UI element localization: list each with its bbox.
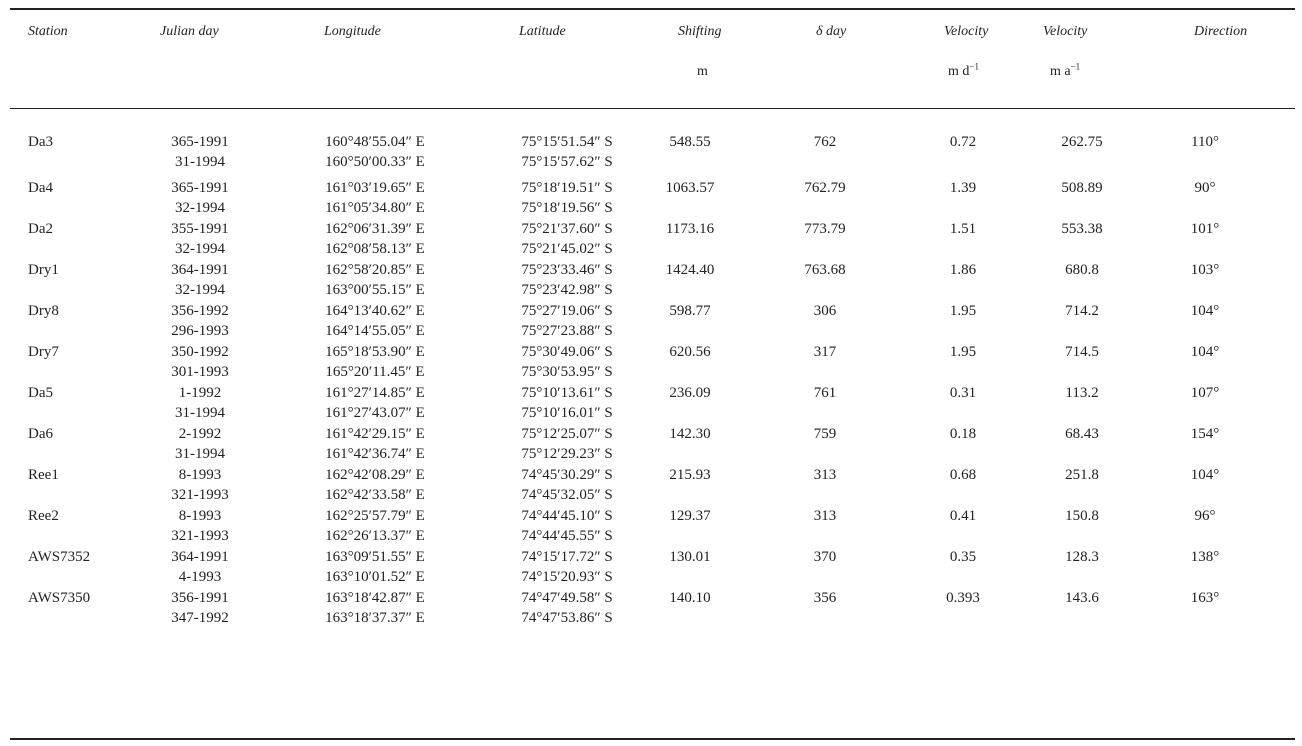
cell-shifting: 236.09 [669, 385, 711, 401]
cell-julian-day: 31-1994 [175, 446, 225, 462]
table-bottom-rule [10, 738, 1295, 740]
cell-latitude: 74°47′53.86″ S [521, 610, 613, 626]
cell-latitude: 74°47′49.58″ S [521, 590, 613, 606]
cell-julian-day: 8-1993 [178, 508, 222, 524]
header-station: Station [28, 24, 68, 39]
cell-delta-day: 759 [813, 426, 837, 442]
cell-longitude: 160°48′55.04″ E [325, 134, 425, 150]
cell-longitude: 162°25′57.79″ E [325, 508, 425, 524]
cell-shifting: 598.77 [669, 303, 711, 319]
cell-longitude: 165°20′11.45″ E [325, 364, 425, 380]
cell-direction: 104° [1190, 344, 1220, 360]
cell-shifting: 215.93 [669, 467, 711, 483]
cell-delta-day: 306 [813, 303, 837, 319]
cell-shifting: 1063.57 [665, 180, 715, 196]
cell-station: Da2 [28, 221, 53, 237]
cell-station: AWS7350 [28, 590, 91, 606]
header-rule [10, 108, 1295, 109]
cell-velocity-annual: 553.38 [1061, 221, 1103, 237]
cell-delta-day: 773.79 [804, 221, 846, 237]
cell-julian-day: 347-1992 [171, 610, 229, 626]
header-julian-day: Julian day [160, 24, 219, 39]
header-longitude: Longitude [324, 24, 381, 39]
cell-latitude: 75°18′19.56″ S [521, 200, 613, 216]
cell-latitude: 75°23′33.46″ S [521, 262, 613, 278]
cell-longitude: 164°13′40.62″ E [325, 303, 425, 319]
cell-latitude: 75°27′19.06″ S [521, 303, 613, 319]
cell-delta-day: 762.79 [804, 180, 846, 196]
table-top-rule [10, 8, 1295, 10]
cell-longitude: 162°06′31.39″ E [325, 221, 425, 237]
cell-delta-day: 313 [813, 508, 837, 524]
header-velocity-annual: Velocity [1043, 24, 1088, 39]
cell-longitude: 163°09′51.55″ E [325, 549, 425, 565]
cell-delta-day: 762 [813, 134, 837, 150]
cell-julian-day: 350-1992 [171, 344, 229, 360]
cell-latitude: 75°30′49.06″ S [521, 344, 613, 360]
unit-velocity-daily: m $d^{-1}$ [948, 61, 979, 79]
cell-velocity-annual: 150.8 [1065, 508, 1099, 524]
cell-longitude: 160°50′00.33″ E [325, 154, 425, 170]
cell-julian-day: 32-1994 [175, 200, 225, 216]
cell-direction: 90° [1194, 180, 1216, 196]
cell-velocity-daily: 0.35 [949, 549, 977, 565]
cell-longitude: 162°08′58.13″ E [325, 241, 425, 257]
cell-shifting: 129.37 [669, 508, 711, 524]
cell-longitude: 162°26′13.37″ E [325, 528, 425, 544]
header-latitude: Latitude [519, 24, 566, 39]
cell-shifting: 142.30 [669, 426, 711, 442]
cell-velocity-daily: 1.95 [949, 344, 977, 360]
cell-latitude: 75°21′45.02″ S [521, 241, 613, 257]
cell-julian-day: 301-1993 [171, 364, 229, 380]
cell-latitude: 75°21′37.60″ S [521, 221, 613, 237]
cell-latitude: 74°44′45.55″ S [521, 528, 613, 544]
cell-velocity-daily: 0.68 [949, 467, 977, 483]
cell-station: Da5 [28, 385, 53, 401]
cell-longitude: 161°05′34.80″ E [325, 200, 425, 216]
cell-station: Da4 [28, 180, 53, 196]
unit-shifting: m [697, 64, 708, 79]
cell-delta-day: 317 [813, 344, 837, 360]
cell-latitude: 74°45′32.05″ S [521, 487, 613, 503]
cell-longitude: 163°18′42.87″ E [325, 590, 425, 606]
cell-direction: 96° [1194, 508, 1216, 524]
header-velocity-daily: Velocity [944, 24, 989, 39]
cell-longitude: 165°18′53.90″ E [325, 344, 425, 360]
cell-longitude: 164°14′55.05″ E [325, 323, 425, 339]
cell-latitude: 75°15′57.62″ S [521, 154, 613, 170]
cell-delta-day: 356 [813, 590, 837, 606]
cell-velocity-daily: 0.31 [949, 385, 977, 401]
cell-julian-day: 364-1991 [171, 262, 229, 278]
cell-julian-day: 31-1994 [175, 405, 225, 421]
cell-velocity-daily: 1.39 [949, 180, 977, 196]
cell-velocity-annual: 143.6 [1065, 590, 1099, 606]
cell-latitude: 75°12′29.23″ S [521, 446, 613, 462]
cell-longitude: 161°03′19.65″ E [325, 180, 425, 196]
cell-shifting: 620.56 [669, 344, 711, 360]
cell-velocity-daily: 1.51 [949, 221, 977, 237]
cell-latitude: 74°15′20.93″ S [521, 569, 613, 585]
cell-longitude: 161°42′29.15″ E [325, 426, 425, 442]
unit-velocity-annual: m $a^{-1}$ [1050, 61, 1081, 79]
cell-longitude: 163°18′37.37″ E [325, 610, 425, 626]
cell-velocity-daily: 0.393 [946, 590, 980, 606]
cell-velocity-annual: 113.2 [1065, 385, 1099, 401]
cell-velocity-annual: 128.3 [1065, 549, 1099, 565]
cell-longitude: 162°58′20.85″ E [325, 262, 425, 278]
cell-velocity-daily: 1.95 [949, 303, 977, 319]
cell-direction: 110° [1191, 134, 1219, 150]
cell-direction: 104° [1190, 467, 1220, 483]
cell-shifting: 140.10 [669, 590, 711, 606]
cell-station: AWS7352 [28, 549, 91, 565]
cell-latitude: 74°45′30.29″ S [521, 467, 613, 483]
cell-direction: 138° [1190, 549, 1220, 565]
cell-latitude: 75°30′53.95″ S [521, 364, 613, 380]
header-shifting: Shifting [678, 24, 722, 39]
cell-longitude: 162°42′33.58″ E [325, 487, 425, 503]
cell-latitude: 74°15′17.72″ S [521, 549, 613, 565]
cell-latitude: 75°23′42.98″ S [521, 282, 613, 298]
cell-velocity-annual: 508.89 [1061, 180, 1103, 196]
cell-julian-day: 364-1991 [171, 549, 229, 565]
cell-shifting: 1173.16 [665, 221, 715, 237]
cell-longitude: 161°42′36.74″ E [325, 446, 425, 462]
cell-shifting: 548.55 [669, 134, 711, 150]
cell-delta-day: 763.68 [804, 262, 846, 278]
cell-longitude: 163°00′55.15″ E [325, 282, 425, 298]
cell-latitude: 75°27′23.88″ S [521, 323, 613, 339]
cell-velocity-daily: 0.72 [949, 134, 977, 150]
cell-direction: 163° [1190, 590, 1220, 606]
cell-direction: 103° [1190, 262, 1220, 278]
cell-longitude: 163°10′01.52″ E [325, 569, 425, 585]
cell-direction: 104° [1190, 303, 1220, 319]
cell-direction: 107° [1190, 385, 1220, 401]
cell-direction: 154° [1190, 426, 1220, 442]
cell-delta-day: 761 [813, 385, 837, 401]
cell-julian-day: 365-1991 [171, 180, 229, 196]
cell-station: Dry1 [28, 262, 59, 278]
cell-julian-day: 8-1993 [178, 467, 222, 483]
cell-julian-day: 356-1992 [171, 303, 229, 319]
cell-station: Ree2 [28, 508, 59, 524]
cell-longitude: 161°27′14.85″ E [325, 385, 425, 401]
cell-delta-day: 370 [813, 549, 837, 565]
cell-latitude: 75°10′13.61″ S [521, 385, 613, 401]
cell-longitude: 162°42′08.29″ E [325, 467, 425, 483]
cell-julian-day: 4-1993 [178, 569, 222, 585]
cell-longitude: 161°27′43.07″ E [325, 405, 425, 421]
cell-julian-day: 321-1993 [171, 528, 229, 544]
cell-velocity-annual: 68.43 [1065, 426, 1099, 442]
cell-velocity-annual: 714.5 [1065, 344, 1099, 360]
cell-julian-day: 356-1991 [171, 590, 229, 606]
cell-shifting: 1424.40 [665, 262, 715, 278]
cell-julian-day: 296-1993 [171, 323, 229, 339]
header-delta-day: δ day [816, 24, 847, 39]
cell-station: Ree1 [28, 467, 59, 483]
cell-julian-day: 365-1991 [171, 134, 229, 150]
cell-station: Da3 [28, 134, 53, 150]
cell-julian-day: 321-1993 [171, 487, 229, 503]
header-direction: Direction [1194, 24, 1248, 39]
cell-latitude: 75°18′19.51″ S [521, 180, 613, 196]
cell-station: Dry8 [28, 303, 59, 319]
cell-velocity-annual: 251.8 [1065, 467, 1099, 483]
cell-velocity-annual: 262.75 [1061, 134, 1103, 150]
cell-julian-day: 32-1994 [175, 241, 225, 257]
cell-latitude: 75°12′25.07″ S [521, 426, 613, 442]
cell-julian-day: 355-1991 [171, 221, 229, 237]
cell-station: Dry7 [28, 344, 59, 360]
cell-velocity-annual: 680.8 [1065, 262, 1099, 278]
cell-velocity-daily: 1.86 [949, 262, 977, 278]
cell-delta-day: 313 [813, 467, 837, 483]
cell-station: Da6 [28, 426, 53, 442]
cell-shifting: 130.01 [669, 549, 711, 565]
cell-julian-day: 2-1992 [178, 426, 222, 442]
cell-julian-day: 32-1994 [175, 282, 225, 298]
cell-latitude: 75°15′51.54″ S [521, 134, 613, 150]
cell-velocity-daily: 0.18 [949, 426, 977, 442]
cell-julian-day: 31-1994 [175, 154, 225, 170]
cell-latitude: 75°10′16.01″ S [521, 405, 613, 421]
cell-velocity-daily: 0.41 [949, 508, 977, 524]
cell-latitude: 74°44′45.10″ S [521, 508, 613, 524]
cell-velocity-annual: 714.2 [1065, 303, 1099, 319]
cell-julian-day: 1-1992 [178, 385, 222, 401]
cell-direction: 101° [1190, 221, 1220, 237]
